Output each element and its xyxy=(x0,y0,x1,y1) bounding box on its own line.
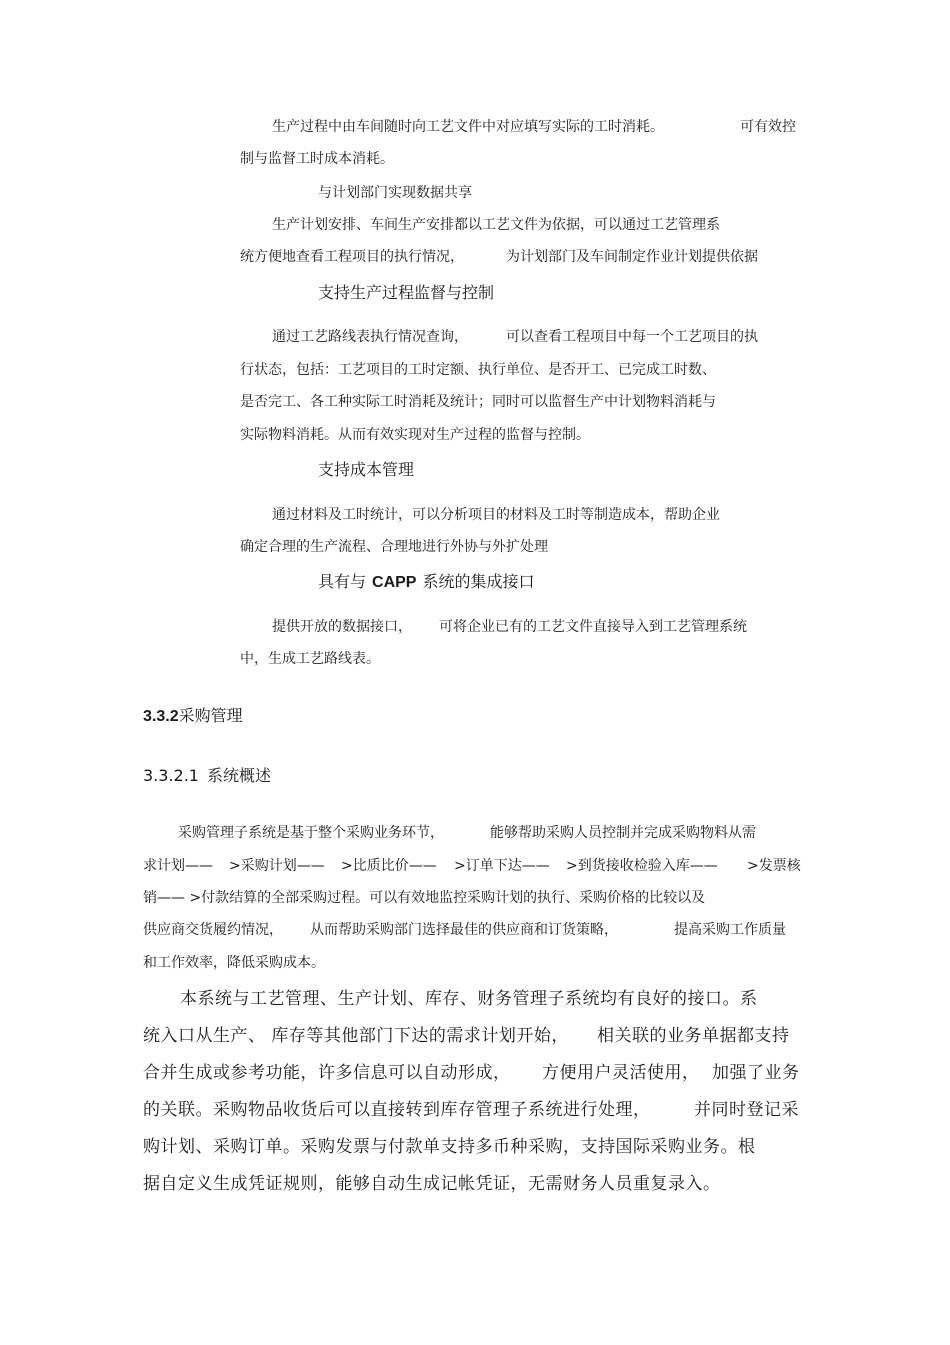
paragraph-line: 为计划部门及车间制定作业计划提供依据 xyxy=(506,249,758,265)
heading-cost: 支持成本管理 xyxy=(318,460,415,479)
paragraph-line: 确定合理的生产流程、合理地进行外协与外扩处理 xyxy=(240,539,548,555)
paragraph-line: 加强了业务 xyxy=(712,1063,800,1083)
paragraph-line: 方便用户灵活使用， xyxy=(542,1063,700,1083)
paragraph-line: 通过材料及工时统计，可以分析项目的材料及工时等制造成本，帮助企业 xyxy=(272,507,720,523)
paragraph-line: 合并生成或参考功能，许多信息可以自动形成， xyxy=(143,1063,511,1083)
paragraph-line-flow: 求计划—— >采购计划—— >比质比价—— >订单下达—— >到货接收检验入库—— >发票核 xyxy=(143,858,801,874)
paragraph-line: 生产计划安排、车间生产安排都以工艺文件为依据，可以通过工艺管理系 xyxy=(272,217,720,233)
heading-capp: 具有与 CAPP 系统的集成接口 xyxy=(318,572,535,591)
paragraph-line: 销—— >付款结算的全部采购过程。可以有效地监控采购计划的执行、采购价格的比较以及 xyxy=(143,890,706,906)
subheading: 与计划部门实现数据共享 xyxy=(318,185,472,201)
paragraph-line: 是否完工、各工种实际工时消耗及统计；同时可以监督生产中计划物料消耗与 xyxy=(240,394,716,410)
paragraph-line: 可有效控 xyxy=(740,119,796,135)
paragraph-line: 中，生成工艺路线表。 xyxy=(240,651,380,667)
paragraph-line: 统入口从生产、 库存等其他部门下达的需求计划开始， xyxy=(143,1026,569,1046)
paragraph-line: 采购管理子系统是基于整个采购业务环节， xyxy=(178,825,444,841)
paragraph-line: 购计划、采购订单。采购发票与付款单支持多币种采购，支持国际采购业务。根 xyxy=(143,1137,756,1157)
paragraph-line: 通过工艺路线表执行情况查询， xyxy=(272,329,468,345)
paragraph-line: 能够帮助采购人员控制并完成采购物料从需 xyxy=(490,825,756,841)
paragraph-line: 统方便地查看工程项目的执行情况， xyxy=(240,249,464,265)
paragraph-line: 制与监督工时成本消耗。 xyxy=(240,151,394,167)
paragraph-line: 相关联的业务单据都支持 xyxy=(597,1026,790,1046)
paragraph-line: 据自定义生成凭证规则，能够自动生成记帐凭证，无需财务人员重复录入。 xyxy=(143,1174,721,1194)
paragraph-line: 本系统与工艺管理、生产计划、库存、财务管理子系统均有良好的接口。系 xyxy=(180,989,758,1009)
paragraph-line: 并同时登记采 xyxy=(694,1100,799,1120)
paragraph-line: 提供开放的数据接口， xyxy=(272,619,412,635)
section-heading-3-3-2-1: 3.3.2.1 系统概述 xyxy=(143,766,271,785)
paragraph-line: 实际物料消耗。从而有效实现对生产过程的监督与控制。 xyxy=(240,427,590,443)
paragraph-line: 行状态，包括：工艺项目的工时定额、执行单位、是否开工、已完成工时数、 xyxy=(240,362,716,378)
paragraph-line: 从而帮助采购部门选择最佳的供应商和订货策略， xyxy=(310,922,618,938)
paragraph-line: 可将企业已有的工艺文件直接导入到工艺管理系统 xyxy=(439,619,747,635)
section-heading-3-3-2: 3.3.2采购管理 xyxy=(143,706,243,725)
paragraph-line: 的关联。采购物品收货后可以直接转到库存管理子系统进行处理， xyxy=(143,1100,651,1120)
paragraph-line: 生产过程中由车间随时向工艺文件中对应填写实际的工时消耗。 xyxy=(272,119,664,135)
paragraph-line: 提高采购工作质量 xyxy=(674,922,786,938)
heading-supervision: 支持生产过程监督与控制 xyxy=(318,283,495,302)
paragraph-line: 可以查看工程项目中每一个工艺项目的执 xyxy=(506,329,758,345)
paragraph-line: 和工作效率，降低采购成本。 xyxy=(143,955,325,971)
paragraph-line: 供应商交货履约情况， xyxy=(143,922,283,938)
